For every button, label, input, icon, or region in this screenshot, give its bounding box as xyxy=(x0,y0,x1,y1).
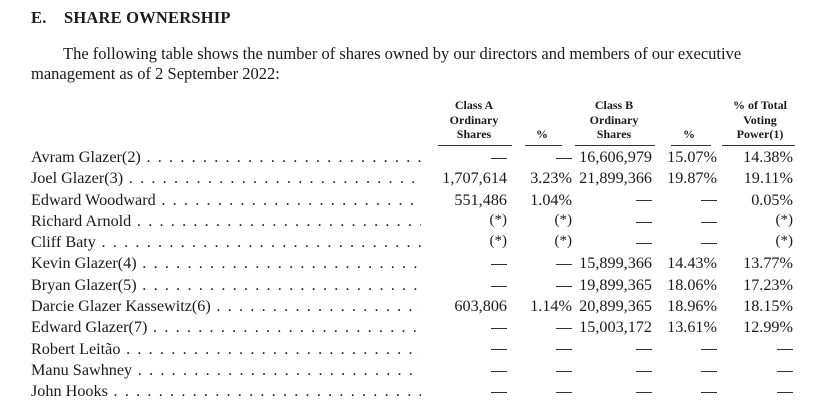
dash-mark xyxy=(701,392,717,393)
column-header-class-a-pct: % xyxy=(536,127,548,141)
dash-mark xyxy=(777,392,793,393)
dash-mark xyxy=(491,392,507,393)
cell-name: Kevin Glazer(4) . . . xyxy=(31,254,421,273)
table-row xyxy=(0,317,823,338)
cell-class-b: 21,899,366 xyxy=(579,169,652,188)
header-rule xyxy=(575,145,655,146)
section-title: SHARE OWNERSHIP xyxy=(64,8,231,27)
cell-voting-power: 17.23% xyxy=(743,275,793,294)
cell-class-b xyxy=(636,361,652,380)
dash-mark xyxy=(636,392,652,393)
dash-mark xyxy=(556,286,572,287)
dash-mark xyxy=(701,200,717,201)
cell-name: Edward Woodward . . . xyxy=(31,191,421,210)
table-row xyxy=(0,253,823,274)
cell-class-b xyxy=(636,233,652,252)
table-row xyxy=(0,339,823,360)
cell-voting-power xyxy=(777,382,793,401)
cell-class-b: 19,899,365 xyxy=(579,275,652,294)
cell-voting-power: (*) xyxy=(775,233,793,250)
table-row xyxy=(0,211,823,232)
cell-class-a xyxy=(491,148,507,167)
section-number: E. xyxy=(31,8,47,27)
cell-class-b xyxy=(636,191,652,210)
cell-class-b: 15,899,366 xyxy=(579,254,652,273)
cell-class-b-pct: 15.07% xyxy=(667,148,717,166)
cell-name: Manu Sawhney . . . xyxy=(31,361,421,380)
cell-class-a-pct xyxy=(556,382,572,401)
cell-class-b-pct: 13.61% xyxy=(667,318,717,337)
table-row xyxy=(0,381,823,402)
table-row xyxy=(0,360,823,381)
header-rule xyxy=(671,145,711,146)
dash-mark xyxy=(636,222,652,223)
cell-class-b: 20,899,365 xyxy=(579,297,652,316)
table-row xyxy=(0,232,823,253)
cell-name: Avram Glazer(2) . . . xyxy=(31,148,421,167)
cell-class-b-pct: 19.87% xyxy=(667,169,717,188)
cell-class-a xyxy=(491,340,507,359)
cell-class-b xyxy=(636,212,652,231)
cell-class-b-pct: 18.06% xyxy=(667,275,717,294)
cell-name: Darcie Glazer Kassewitz(6) . . . xyxy=(31,297,421,316)
dash-mark xyxy=(556,328,572,329)
section-heading xyxy=(31,8,231,28)
cell-voting-power: 0.05% xyxy=(751,190,793,209)
cell-voting-power xyxy=(777,340,793,359)
dash-mark xyxy=(701,243,717,244)
cell-voting-power: 19.11% xyxy=(743,169,793,188)
table-row xyxy=(0,147,823,168)
dash-mark xyxy=(556,264,572,265)
table-row xyxy=(0,190,823,211)
column-header-class-b-pct: % xyxy=(683,127,695,141)
table-row xyxy=(0,275,823,296)
cell-name: Edward Glazer(7) . . . xyxy=(31,318,421,337)
cell-voting-power: 12.99% xyxy=(743,318,793,337)
header-rule xyxy=(438,145,512,146)
column-header-class-b: Class B Ordinary Shares xyxy=(589,98,639,141)
cell-class-b-pct xyxy=(701,361,717,380)
ownership-table xyxy=(0,147,823,403)
cell-class-b-pct xyxy=(701,191,717,210)
cell-class-a: (*) xyxy=(489,211,507,228)
dash-mark xyxy=(556,158,572,159)
dash-mark xyxy=(777,371,793,372)
header-rule xyxy=(525,145,562,146)
cell-class-a xyxy=(491,382,507,401)
dash-mark xyxy=(636,349,652,350)
cell-name: Joel Glazer(3) . . . xyxy=(31,169,421,188)
dash-mark xyxy=(636,371,652,372)
cell-name: Cliff Baty . . . xyxy=(31,233,421,252)
cell-class-a-pct xyxy=(556,254,572,273)
cell-class-a: 551,486 xyxy=(454,190,507,209)
cell-class-a-pct xyxy=(556,340,572,359)
dash-mark xyxy=(491,286,507,287)
cell-voting-power: 13.77% xyxy=(743,254,793,273)
cell-voting-power xyxy=(777,361,793,380)
cell-name: Bryan Glazer(5) . . . xyxy=(31,276,421,295)
cell-class-a-pct: 3.23% xyxy=(530,169,572,188)
cell-name: John Hooks . . . xyxy=(31,382,421,401)
cell-voting-power: (*) xyxy=(775,211,793,228)
intro-text: The following table shows the number of shares owned by our directors and members of our executive management as of 2 September 2022: xyxy=(31,44,742,83)
table-row xyxy=(0,296,823,317)
dash-mark xyxy=(636,243,652,244)
cell-class-a-pct xyxy=(556,276,572,295)
cell-class-b-pct: 18.96% xyxy=(667,297,717,316)
dash-mark xyxy=(491,349,507,350)
cell-voting-power: 18.15% xyxy=(743,297,793,316)
cell-class-a xyxy=(491,254,507,273)
dash-mark xyxy=(491,328,507,329)
cell-class-a: (*) xyxy=(489,233,507,250)
cell-class-a-pct: (*) xyxy=(554,233,572,250)
cell-class-b-pct xyxy=(701,212,717,231)
dash-mark xyxy=(701,349,717,350)
cell-class-a xyxy=(491,276,507,295)
cell-class-a-pct xyxy=(556,361,572,380)
cell-class-b xyxy=(636,382,652,401)
cell-class-a-pct: 1.14% xyxy=(530,297,572,316)
cell-name: Robert Leitão . . . xyxy=(31,340,421,359)
column-header-class-a: Class A Ordinary Shares xyxy=(449,98,499,141)
cell-class-a xyxy=(491,361,507,380)
column-header-voting-power: % of Total Voting Power(1) xyxy=(732,98,787,141)
intro-paragraph xyxy=(31,44,801,84)
cell-class-a-pct: 1.04% xyxy=(530,190,572,209)
cell-class-a-pct xyxy=(556,318,572,337)
header-rule xyxy=(722,145,795,146)
dash-mark xyxy=(777,349,793,350)
dash-mark xyxy=(556,371,572,372)
dash-mark xyxy=(701,371,717,372)
cell-class-b-pct xyxy=(701,340,717,359)
cell-class-b: 15,003,172 xyxy=(579,318,652,337)
cell-class-b xyxy=(636,340,652,359)
cell-class-a-pct xyxy=(556,148,572,167)
cell-class-a xyxy=(491,318,507,337)
cell-class-a: 603,806 xyxy=(454,297,507,316)
dash-mark xyxy=(636,200,652,201)
dash-mark xyxy=(491,371,507,372)
cell-class-b-pct xyxy=(701,233,717,252)
dash-mark xyxy=(491,264,507,265)
table-row xyxy=(0,168,823,189)
cell-class-b-pct xyxy=(701,382,717,401)
cell-class-a: 1,707,614 xyxy=(442,169,507,188)
cell-name: Richard Arnold . . . xyxy=(31,212,421,231)
dash-mark xyxy=(556,392,572,393)
cell-class-a-pct: (*) xyxy=(554,211,572,228)
dash-mark xyxy=(556,349,572,350)
dash-mark xyxy=(491,158,507,159)
cell-voting-power: 14.38% xyxy=(743,148,793,166)
dash-mark xyxy=(701,222,717,223)
cell-class-b-pct: 14.43% xyxy=(667,254,717,273)
cell-class-b: 16,606,979 xyxy=(579,148,652,166)
